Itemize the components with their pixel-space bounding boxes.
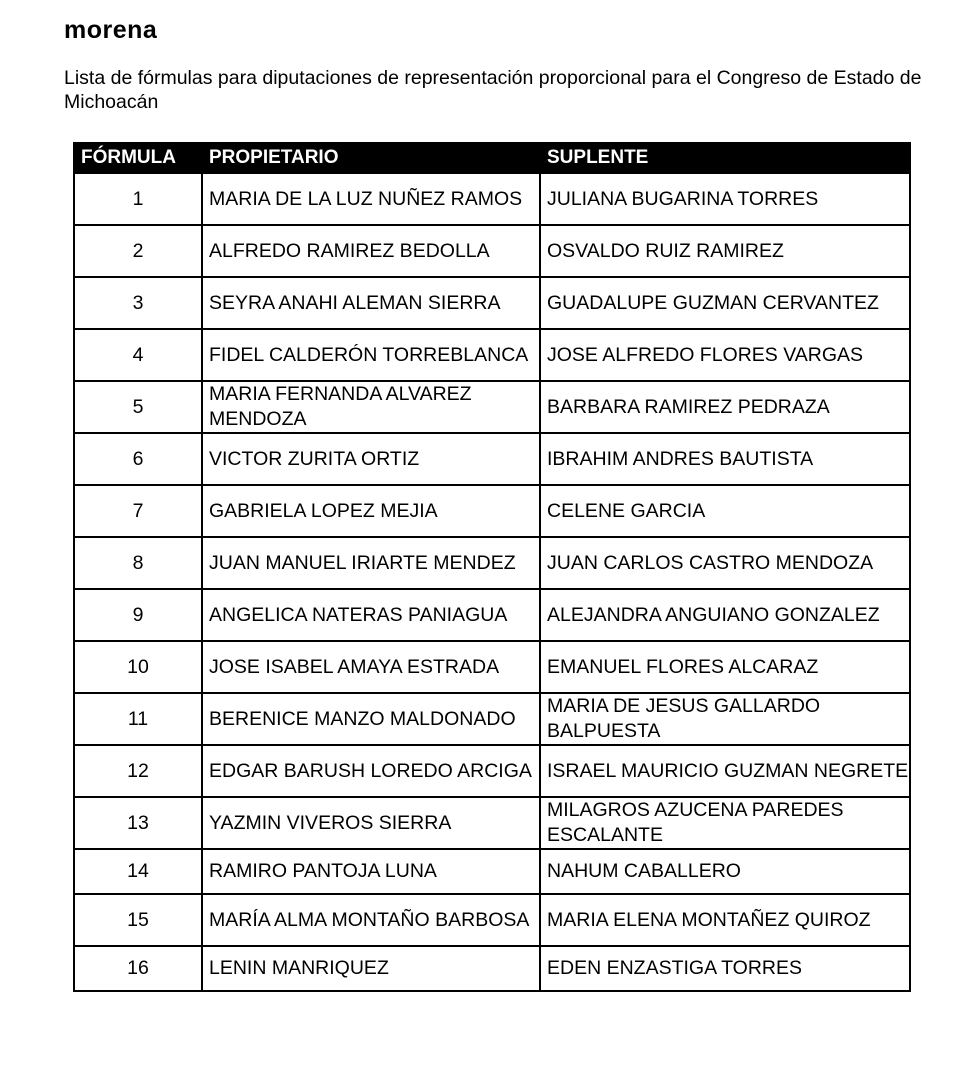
table-row [74,537,910,589]
table-row [74,946,910,991]
suplente-name: ISRAEL MAURICIO GUZMAN NEGRETE [540,745,910,797]
formula-number: 11 [74,693,202,745]
suplente-name: JULIANA BUGARINA TORRES [540,173,910,225]
suplente-name: IBRAHIM ANDRES BAUTISTA [540,433,910,485]
suplente-name: MARIA DE JESUS GALLARDO BALPUESTA [540,693,910,745]
propietario-name: SEYRA ANAHI ALEMAN SIERRA [202,277,540,329]
propietario-name: RAMIRO PANTOJA LUNA [202,849,540,894]
propietario-name: MARÍA ALMA MONTAÑO BARBOSA [202,894,540,946]
suplente-name: EMANUEL FLORES ALCARAZ [540,641,910,693]
table-row [74,329,910,381]
formulas-table [73,142,911,992]
formula-number: 4 [74,329,202,381]
table-row [74,745,910,797]
suplente-name: NAHUM CABALLERO [540,849,910,894]
propietario-name: GABRIELA LOPEZ MEJIA [202,485,540,537]
table-row [74,693,910,745]
column-header-formula: FÓRMULA [74,143,202,173]
formula-number: 1 [74,173,202,225]
formula-number: 6 [74,433,202,485]
suplente-name: CELENE GARCIA [540,485,910,537]
table-row [74,225,910,277]
suplente-name: JUAN CARLOS CASTRO MENDOZA [540,537,910,589]
suplente-name: MILAGROS AZUCENA PAREDES ESCALANTE [540,797,910,849]
propietario-name: YAZMIN VIVEROS SIERRA [202,797,540,849]
propietario-name: BERENICE MANZO MALDONADO [202,693,540,745]
formula-number: 8 [74,537,202,589]
suplente-name: GUADALUPE GUZMAN CERVANTEZ [540,277,910,329]
table-body [74,173,910,991]
formula-number: 16 [74,946,202,991]
formula-number: 13 [74,797,202,849]
suplente-name: MARIA ELENA MONTAÑEZ QUIROZ [540,894,910,946]
propietario-name: MARIA FERNANDA ALVAREZ MENDOZA [202,381,540,433]
formula-number: 12 [74,745,202,797]
table-row [74,381,910,433]
suplente-name: JOSE ALFREDO FLORES VARGAS [540,329,910,381]
table-row [74,433,910,485]
table-row [74,894,910,946]
suplente-name: ALEJANDRA ANGUIANO GONZALEZ [540,589,910,641]
column-header-propietario: PROPIETARIO [202,143,540,173]
formula-number: 2 [74,225,202,277]
formula-number: 15 [74,894,202,946]
suplente-name: BARBARA RAMIREZ PEDRAZA [540,381,910,433]
suplente-name: EDEN ENZASTIGA TORRES [540,946,910,991]
formula-number: 7 [74,485,202,537]
propietario-name: LENIN MANRIQUEZ [202,946,540,991]
propietario-name: ANGELICA NATERAS PANIAGUA [202,589,540,641]
formula-number: 3 [74,277,202,329]
propietario-name: EDGAR BARUSH LOREDO ARCIGA [202,745,540,797]
document-subtitle: Lista de fórmulas para diputaciones de representación proporcional para el Congreso de Estado de Michoacán [64,67,922,113]
table-row [74,277,910,329]
header-row [74,143,910,173]
table-row [74,173,910,225]
table-row [74,641,910,693]
formula-number: 14 [74,849,202,894]
table-row [74,589,910,641]
formula-number: 10 [74,641,202,693]
suplente-name: OSVALDO RUIZ RAMIREZ [540,225,910,277]
table-row [74,485,910,537]
column-header-suplente: SUPLENTE [540,143,910,173]
brand-logo-text: morena [64,16,158,44]
propietario-name: MARIA DE LA LUZ NUÑEZ RAMOS [202,173,540,225]
propietario-name: ALFREDO RAMIREZ BEDOLLA [202,225,540,277]
propietario-name: JUAN MANUEL IRIARTE MENDEZ [202,537,540,589]
formula-number: 5 [74,381,202,433]
table-row [74,797,910,849]
formula-number: 9 [74,589,202,641]
propietario-name: VICTOR ZURITA ORTIZ [202,433,540,485]
propietario-name: FIDEL CALDERÓN TORREBLANCA [202,329,540,381]
table-header [74,143,910,173]
table-row [74,849,910,894]
propietario-name: JOSE ISABEL AMAYA ESTRADA [202,641,540,693]
